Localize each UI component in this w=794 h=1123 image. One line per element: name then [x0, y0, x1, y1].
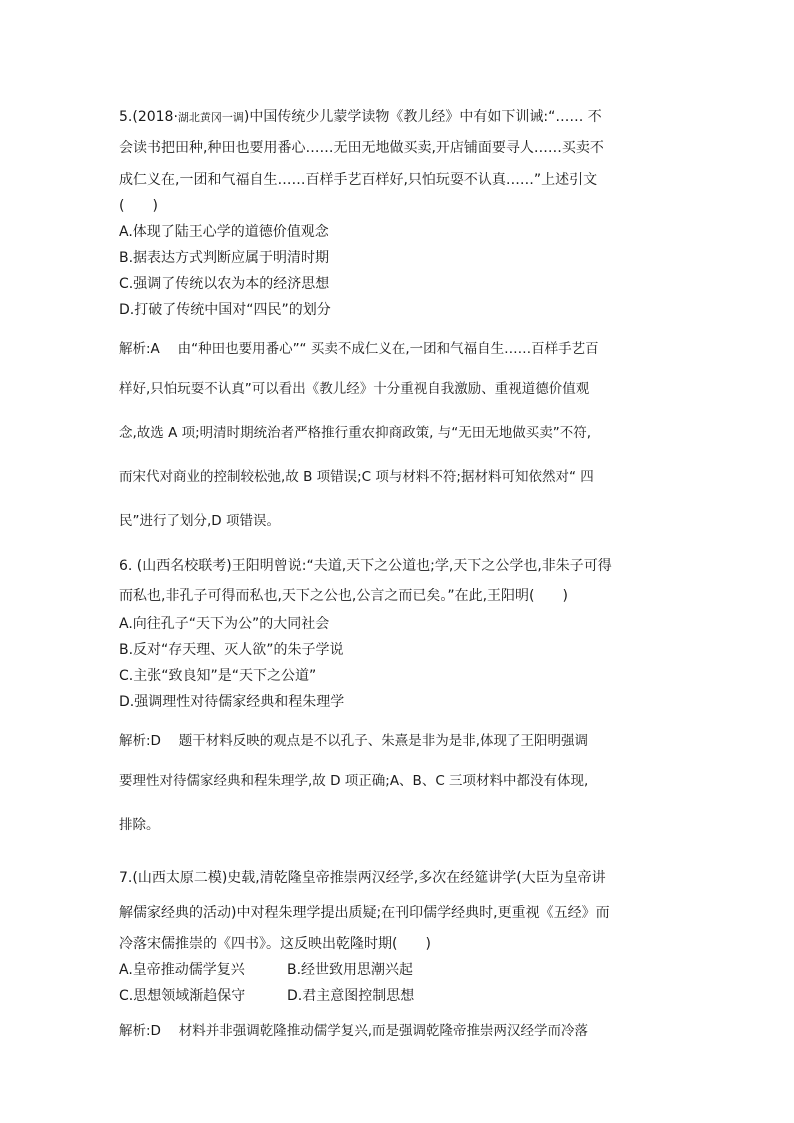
q5-stem-line-2: 会读书把田种,种田也要用番心……无田无地做买卖,开店铺面要寻人……买卖不 [119, 140, 604, 156]
q5-source: 湖北黄冈一调 [177, 111, 244, 124]
q5-stem-rest: )中国传统少儿蒙学读物《教儿经》中有如下训诫:“…… 不 [243, 109, 602, 125]
q7-stem-rest: )史载,清乾隆皇帝推崇两汉经学,多次在经筵讲学(大臣为皇帝讲 [221, 870, 606, 886]
q5-analysis-line-5: 民”进行了划分,D 项错误。 [119, 513, 280, 529]
q7-stem-line-3: 冷落宋儒推崇的《四书》。这反映出乾隆时期( ) [119, 936, 431, 952]
q6-analysis-line-1: 解析:D 题干材料反映的观点是不以孔子、朱熹是非为是非,体现了王阳明强调 [119, 733, 589, 749]
q7-option-c: C.思想领域渐趋保守 [119, 988, 246, 1004]
q7-analysis-line-1: 解析:D 材料并非强调乾隆推动儒学复兴,而是强调乾隆帝推崇两汉经学而冷落 [119, 1023, 589, 1039]
question-6 [119, 551, 679, 847]
q6-stem-line-1 [119, 551, 679, 581]
q5-analysis-line-1: 解析:A 由“种田也要用番心”“ 买卖不成仁义在,一团和气福自生……百样手艺百 [119, 341, 599, 357]
q6-analysis-line-3: 排除。 [119, 817, 160, 833]
q5-option-c: C.强调了传统以农为本的经济思想 [119, 276, 330, 292]
q6-option-a: A.向往孔子“天下为公”的大同社会 [119, 616, 330, 632]
q6-source: 山西名校联考 [142, 558, 227, 574]
question-7 [119, 861, 679, 1045]
q7-options-row-2 [119, 983, 679, 1009]
q5-stem-line-4: ( ) [119, 198, 158, 214]
q5-stem-line-3: 成仁义在,一团和气福自生……百样手艺百样好,只怕玩耍不认真……”上述引文 [119, 172, 598, 188]
q5-option-b: B.据表达方式判断应属于明清时期 [119, 250, 330, 266]
q5-analysis-line-2: 样好,只怕玩耍不认真”可以看出《教儿经》十分重视自我激励、重视道德价值观 [119, 381, 590, 397]
q5-option-a: A.体现了陆王心学的道德价值观念 [119, 224, 329, 240]
q5-stem-line-1 [119, 104, 679, 130]
q6-analysis-line-2: 要理性对待儒家经典和程朱理学,故 D 项正确;A、B、C 三项材料中都没有体现, [119, 773, 589, 789]
q6-stem-line-2: 而私也,非孔子可得而私也,天下之公也,公言之而已矣。”在此,王阳明( ) [119, 588, 568, 604]
q6-option-d: D.强调理性对待儒家经典和程朱理学 [119, 694, 345, 710]
document-page [119, 104, 679, 1045]
q6-number: 6. ( [119, 558, 143, 574]
q7-stem-line-2: 解儒家经典的活动)中对程朱理学提出质疑;在刊印儒学经典时,更重视《五经》而 [119, 905, 610, 921]
q7-stem-line-1 [119, 861, 679, 895]
question-5 [119, 104, 679, 543]
q5-analysis-line-4: 而宋代对商业的控制较松弛,故 B 项错误;C 项与材料不符;据材料可知依然对“ 四 [119, 469, 594, 485]
q6-stem-rest: )王阳明曾说:“夫道,天下之公道也;学,天下之公学也,非朱子可得 [226, 558, 612, 574]
q5-number: 5.(2018· [119, 109, 178, 125]
q7-number: 7.( [119, 870, 138, 886]
q7-option-a: A.皇帝推动儒学复兴 [119, 962, 245, 978]
q5-analysis-line-3: 念,故选 A 项;明清时期统治者严格推行重农抑商政策, 与“无田无地做买卖”不符, [119, 425, 592, 441]
q7-options-row-1 [119, 957, 679, 983]
q6-option-b: B.反对“存天理、灭人欲”的朱子学说 [119, 642, 344, 658]
q5-option-d: D.打破了传统中国对“四民”的划分 [119, 302, 331, 318]
q7-option-b: B.经世致用思潮兴起 [287, 962, 414, 978]
q7-source: 山西太原二模 [137, 870, 222, 886]
q6-option-c: C.主张“致良知”是“天下之公道” [119, 668, 317, 684]
q7-option-d: D.君主意图控制思想 [287, 988, 415, 1004]
